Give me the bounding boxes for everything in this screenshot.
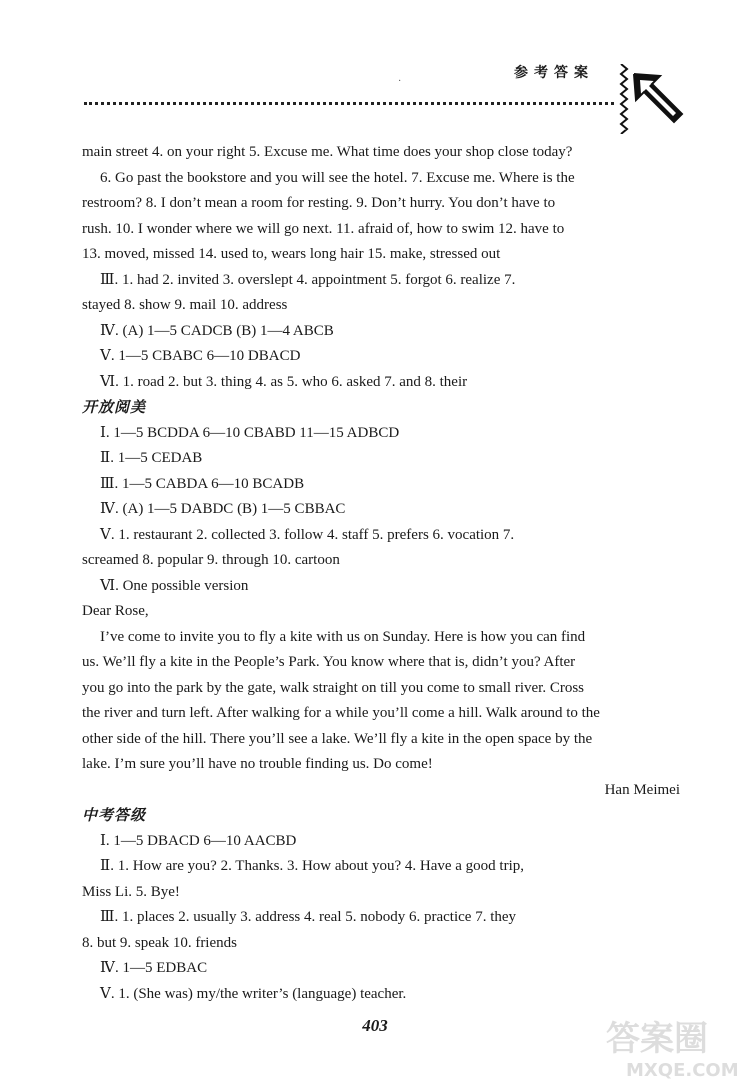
answer-line: restroom? 8. I don’t mean a room for resting. 9. Don’t hurry. You don’t have to [82,195,556,211]
answer-line: Ⅲ. 1. had 2. invited 3. overslept 4. appointment 5. forgot 6. realize 7. [100,271,516,288]
answer-line: Miss Li. 5. Bye! [82,883,180,900]
answer-line: Han Meimei [604,781,680,798]
answer-line: stayed 8. show 9. mail 10. address [82,297,288,313]
section-heading: 中考答级 [82,806,147,824]
answer-line: Ⅳ. (A) 1—5 CADCB (B) 1—4 ABCB [100,322,334,339]
watermark-top: 答案圈 [606,1019,708,1059]
zigzag-decoration-icon [617,64,629,134]
answer-line: other side of the hill. There you’ll see a lake. We’ll fly a kite in the open space by the [82,730,593,747]
watermark-bottom: MXQE.COM [626,1060,739,1081]
arrow-icon [630,70,686,126]
answer-line: Ⅲ. 1—5 CABDA 6—10 BCADB [100,475,305,492]
answer-line: Ⅱ. 1—5 CEDAB [100,450,203,466]
page-number: 403 [362,1016,388,1035]
answer-line: Ⅰ. 1—5 DBACD 6—10 AACBD [100,832,297,849]
page-mark: · [398,76,402,87]
answer-line: main street 4. on your right 5. Excuse me. What time does your shop close today? [82,144,573,160]
answer-line: I’ve come to invite you to fly a kite with us on Sunday. Here is how you can find [100,628,586,645]
answer-content [82,140,680,1007]
answer-line: Ⅱ. 1. How are you? 2. Thanks. 3. How about you? 4. Have a good trip, [100,858,524,874]
answer-line: 13. moved, missed 14. used to, wears long hair 15. make, stressed out [82,246,501,262]
answer-line: Ⅵ. 1. road 2. but 3. thing 4. as 5. who 6. asked 7. and 8. their [100,373,468,390]
answer-line: the river and turn left. After walking for a while you’ll come a hill. Walk around to the [82,705,600,721]
answer-line: rush. 10. I wonder where we will go next. 11. afraid of, how to swim 12. have to [82,220,565,237]
answer-line: Ⅲ. 1. places 2. usually 3. address 4. real 5. nobody 6. practice 7. they [100,909,517,925]
answer-line: us. We’ll fly a kite in the People’s Park. You know where that is, didn’t you? After [82,654,576,670]
answer-line: screamed 8. popular 9. through 10. cartoon [82,552,340,568]
answer-line: lake. I’m sure you’ll have no trouble finding us. Do come! [82,756,433,772]
answer-line: Ⅴ. 1. restaurant 2. collected 3. follow 4. staff 5. prefers 6. vocation 7. [100,526,515,543]
watermark-logo-icon [598,1010,748,1082]
answer-line: Ⅴ. 1. (She was) my/the writer’s (language) teacher. [100,985,407,1002]
answer-line: Ⅴ. 1—5 CBABC 6—10 DBACD [100,348,301,364]
answer-line: Ⅳ. (A) 1—5 DABDC (B) 1—5 CBBAC [100,501,346,517]
section-heading: 开放阅美 [82,398,147,416]
answer-line: Ⅵ. One possible version [100,577,249,594]
answer-line: 8. but 9. speak 10. friends [82,934,237,951]
header-divider [84,102,614,105]
answer-line: Dear Rose, [82,603,149,619]
answer-line: Ⅳ. 1—5 EDBAC [100,960,208,976]
header-title: 参考答案 [514,65,594,81]
answer-line: you go into the park by the gate, walk straight on till you come to small river. Cross [82,679,585,696]
answer-line: Ⅰ. 1—5 BCDDA 6—10 CBABD 11—15 ADBCD [100,424,400,441]
answer-line: 6. Go past the bookstore and you will see the hotel. 7. Excuse me. Where is the [100,169,575,186]
